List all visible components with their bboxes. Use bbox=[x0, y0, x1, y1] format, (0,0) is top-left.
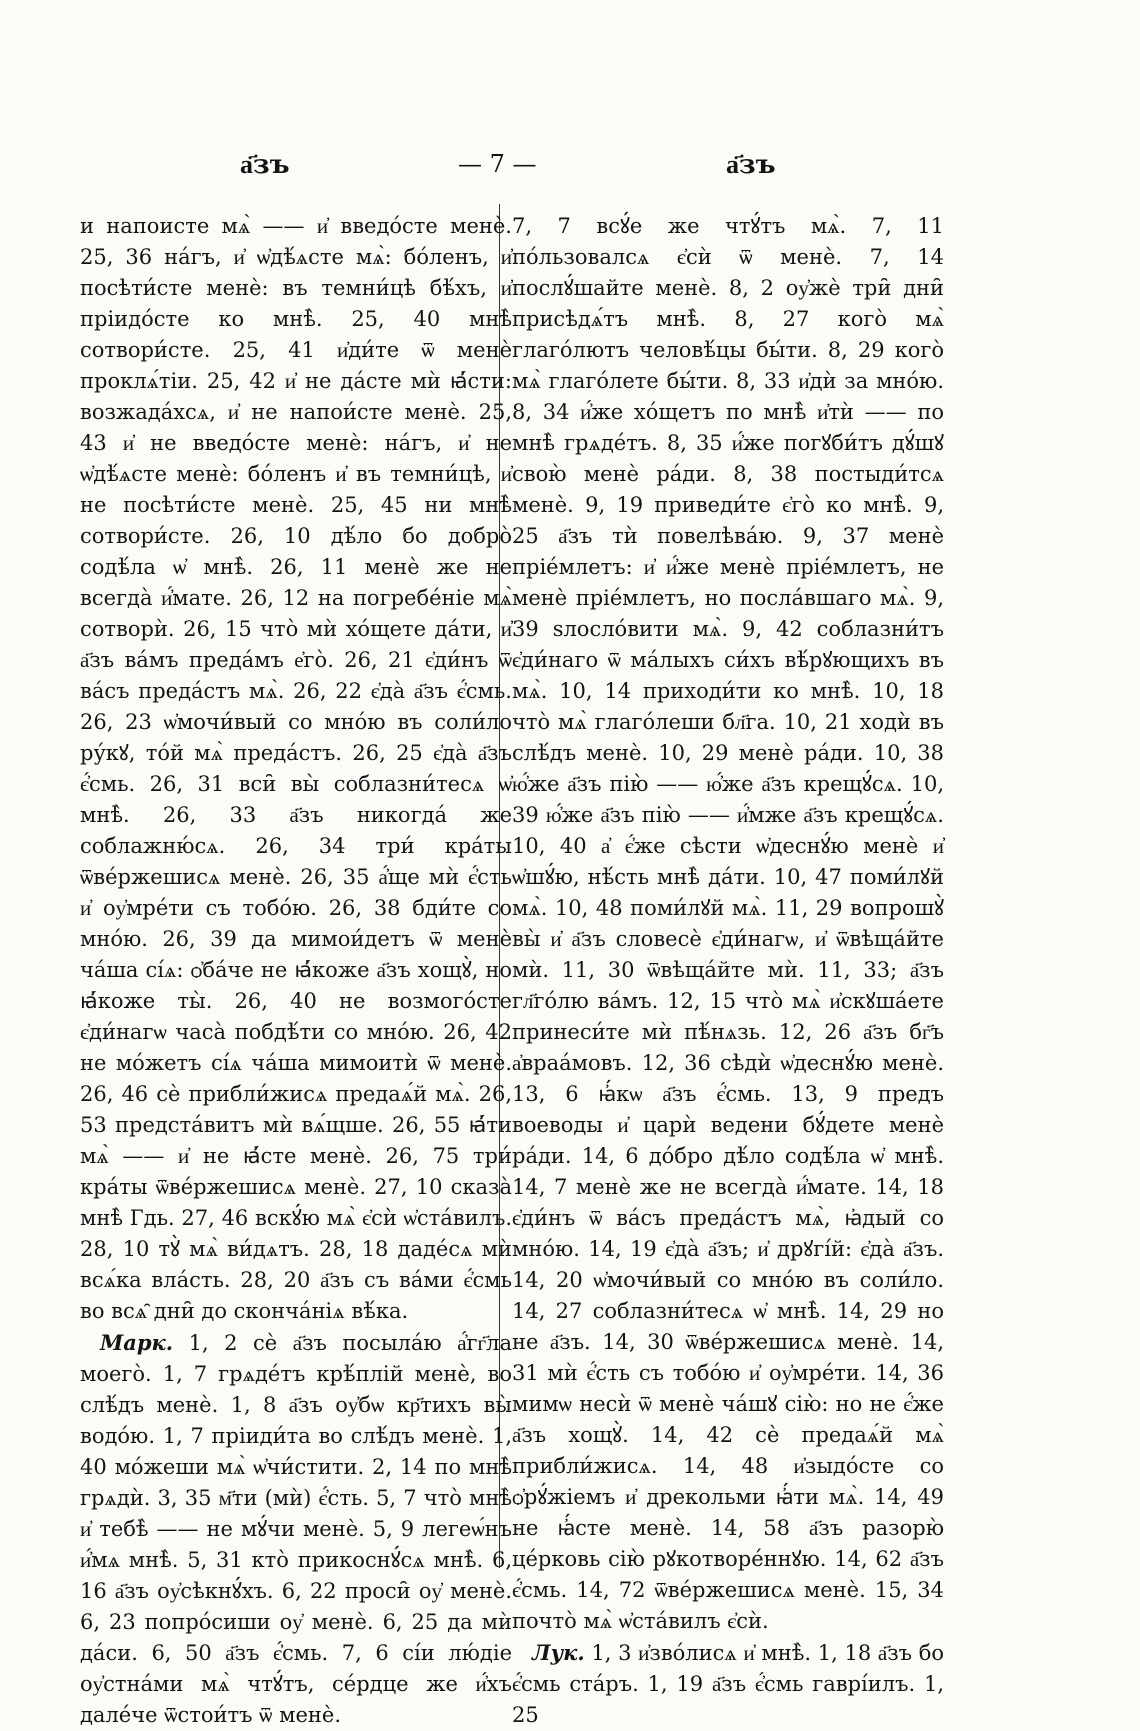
book-abbreviation: Лук. bbox=[532, 1640, 585, 1665]
page-number: — 7 — bbox=[458, 150, 537, 178]
page-header bbox=[0, 150, 1140, 190]
right-column bbox=[512, 210, 944, 1727]
paragraph-text: 1, 3 и҆зво́лисѧ и҆ мнѣ̀. 1, 18 а҃зъ бо є҆́смь ста́ръ. 1, 19 а҃зъ є҆́смь гаврі́илъ. 1, 25 bbox=[512, 1641, 944, 1727]
paragraph-text: 7, 7 всꙋ́е же чтꙋ́тъ мѧ̀. 7, 11 по́льзовалсѧ є҆сѝ ѿ менѐ. 7, 14 послꙋ́шайте менѐ. 8, 2 оу҆жѐ три̑ дни̑ присѣдѧ́тъ мнѣ̀. 8, 27 кого̀ мѧ̀ глаго́лютъ человѣ́цы бы́ти. 8, 29 кого̀ мѧ̀ глаго́лете бы́ти. 8, 33 и҆дѝ за мно́ю. 8, 34 и҆́же хо́щетъ по мнѣ̀ и҆тѝ —— по мнѣ̀ грѧде́тъ. 8, 35 и҆́же погꙋби́тъ дꙋ́шꙋ свою̀ менѐ ра́ди. 8, 38 постыди́тсѧ менѐ. 9, 19 приведи́те є҆го̀ ко мнѣ̀. 9, 25 а҃зъ тѝ повелѣва́ю. 9, 37 менѐ пріе́млетъ: и҆ и҆́же менѐ пріе́млетъ, не менѐ пріе́млетъ, но посла́вшаго мѧ̀. 9, 39 ѕлосло́вити мѧ̀. 9, 42 соблазни́тъ є҆ди́наго ѿ ма́лыхъ си́хъ вѣ́рꙋющихъ въ мѧ̀. 10, 14 приходи́ти ко мнѣ̀. 10, 18 что̀ мѧ̀ глаго́леши бл҃га. 10, 21 ходѝ въ слѣ́дъ менѐ. 10, 29 менѐ ра́ди. 10, 38 ю҆́же а҃зъ пію̀ —— ю҆́же а҃зъ крещꙋ́сѧ. 10, 39 ю҆́же а҃зъ пію̀ —— и҆́мже а҃зъ крещꙋ́сѧ. 10, 40 а҆ є҆́же сѣсти ѡ҆деснꙋ́ю менѐ и҆ ѡ҆шꙋ́ю, нѣ́сть мнѣ̀ да́ти. 10, 47 поми́лꙋй мѧ̀. 10, 48 поми́лꙋй мѧ̀. 11, 29 вопрошꙋ̀ вы̀ и҆ а҃зъ словесѐ є҆ди́нагѡ, и҆ ѿвѣща́йте мѝ. 11, 30 ѿвѣща́йте мѝ. 11, 33; а҃зъ гл҃го́лю ва́мъ. 12, 15 что̀ мѧ̀ и҆скꙋша́ете принеси́те мѝ пѣ́нѧзь. 12, 26 а҃зъ бг҃ъ а҆враа́мовъ. 12, 36 сѣдѝ ѡ҆деснꙋ́ю менѐ. 13, 6 ꙗ҆́кѡ а҃зъ є҆́смь. 13, 9 предъ воеводы и҆ царѝ ведени бꙋ́дете менѐ ра́ди. 14, 6 до́бро дѣ́ло содѣ́ла ѡ҆ мнѣ̀. 14, 7 менѐ же не всегда̀ и҆́мате. 14, 18 є҆ди́нъ ѿ ва́съ преда́стъ мѧ̀, ꙗ҆дый со мно́ю. 14, 19 є҆да̀ а҃зъ; и҆ дрꙋгі́й: є҆да̀ а҃зъ. 14, 20 ѡ҆мочи́вый со мно́ю въ соли́ло. 14, 27 соблазни́тесѧ ѡ҆ мнѣ̀. 14, 29 но не а҃зъ. 14, 30 ѿве́ржешисѧ менѐ. 14, 31 мѝ є҆́сть съ тобо́ю и҆ оу҆мре́ти. 14, 36 мимѡ несѝ ѿ менѐ ча́шꙋ сію̀: но не є҆́же а҃зъ хощꙋ̀. 14, 42 сѐ предаѧ́й мѧ̀ прибли́жисѧ. 14, 48 и҆зыдо́сте со ѻ҆рꙋ́жіемъ и҆ дрекольми ꙗ҆́ти мѧ̀. 14, 49 не ꙗ҆́сте менѐ. 14, 58 а҃зъ разорю̀ це́рковь сію̀ рꙋкотворе́ннꙋю. 14, 62 а҃зъ є҆́смь. 14, 72 ѿве́ржешисѧ менѐ. 15, 34 почто̀ мѧ̀ ѡ҆ста́вилъ є҆сѝ. bbox=[512, 214, 944, 1633]
paragraph-text: 1, 2 сѐ а҃зъ посыла́ю а҆́гг҃ла моего̀. 1, 7 грѧде́тъ крѣ́плій менѐ, во слѣ́дъ менѐ. 1, 8 а҃зъ оу҆бѡ кр҃тихъ вы̀ водо́ю. 1, 7 пріиди́та во слѣ́дъ менѐ. 1, 40 мо́жеши мѧ̀ ѡ҆чи́стити. 2, 14 по мнѣ̀ грѧдѝ. 3, 35 м҃ти (мѝ) є҆́сть. 5, 7 что̀ мнѣ̀ и҆ тебѣ̀ —— не мꙋ́чи менѐ. 5, 9 легеѡ́нъ и҆́мѧ мнѣ̀. 5, 31 кто̀ прикоснꙋ́сѧ мнѣ̀. 6, 16 а҃зъ оу҆сѣкнꙋ́хъ. 6, 22 проси̑ оу҆ менѐ. 6, 23 попро́сиши оу҆ менѐ. 6, 25 да мѝ да́си. 6, 50 а҃зъ є҆́смь. 7, 6 сі́и лю́діе оу҆стна́ми мѧ̀ чтꙋ́тъ, се́рдце же и҆́хъ дале́че ѿстои́тъ ѿ менѐ. bbox=[80, 1331, 512, 1727]
paragraph-text: и напоисте мѧ̀ —— и҆ введо́сте менѐ. 25, 36 на́гъ, и҆ ѡ҆дѣ́ѧсте мѧ̀: бо́ленъ, и҆ посѣти́сте менѐ: въ темни́цѣ бѣ́хъ, и҆ пріидо́сте ко мнѣ̀. 25, 40 мнѣ̀ сотвори́сте. 25, 41 и҆ди́те ѿ менѐ проклѧ́тіи. 25, 42 и҆ не да́сте мѝ ꙗ҆́сти: возжада́хсѧ, и҆ не напои́сте менѐ. 25, 43 и҆ не введо́сте менѐ: на́гъ, и҆ не ѡ҆дѣ́ѧсте менѐ: бо́ленъ и҆ въ темни́цѣ, и҆ не посѣти́сте менѐ. 25, 45 ни мнѣ̀ сотвори́сте. 26, 10 дѣ́ло бо добро̀ содѣ́ла ѡ҆ мнѣ̀. 26, 11 менѐ же не всегда̀ и҆́мате. 26, 12 на погребе́ніе мѧ̀ сотворѝ. 26, 15 что̀ мѝ хо́щете да́ти, и҆ а҃зъ ва́мъ преда́мъ е҆го̀. 26, 21 є҆ди́нъ ѿ ва́съ преда́стъ мѧ̀. 26, 22 є҆да̀ а҃зъ є҆́смь. 26, 23 ѡ҆мочи́вый со мно́ю въ соли́ло ру́кꙋ, то́й мѧ̀ преда́стъ. 26, 25 є҆да̀ а҃зъ є҆́смь. 26, 31 вси̑ вы̀ соблазни́тесѧ ѡ҆ мнѣ̀. 26, 33 а҃зъ никогда́ же соблажню́сѧ. 26, 34 три́ кра́ты ѿве́ржешисѧ менѐ. 26, 35 а҆́ще мѝ є҆́сть и҆ оу҆мре́ти съ тобо́ю. 26, 38 бди́те со мно́ю. 26, 39 да мимои́детъ ѿ менѐ ча́ша сі́ѧ: ѻ҆ба́че не ꙗ҆́коже а҃зъ хощꙋ̀, но ꙗ҆́коже ты̀. 26, 40 не возмого́сте є҆ди́нагѡ часа̀ побдѣ́ти со мно́ю. 26, 42 не мо́жетъ сі́ѧ ча́ша мимоитѝ ѿ менѐ. 26, 46 сѐ прибли́жисѧ предаѧ́й мѧ̀. 26, 53 предста́витъ мѝ вѧ́щше. 26, 55 ꙗ҆́ти мѧ̀ —— и҆ не ꙗ҆́сте менѐ. 26, 75 три́ кра́ты ѿве́ржешисѧ менѐ. 27, 10 сказа̀ мнѣ̀ Гдь. 27, 46 вскꙋ́ю мѧ̀ є҆сѝ ѡ҆ста́вилъ. 28, 10 тꙋ̀ мѧ̀ ви́дѧтъ. 28, 18 даде́сѧ мѝ всѧ́ка вла́сть. 28, 20 а҃зъ съ ва́ми є҆́смь во всѧ̑ дни̑ до сконча́ніѧ вѣ́ка. bbox=[80, 214, 512, 1323]
paragraph bbox=[80, 210, 512, 1327]
paragraph bbox=[80, 1327, 512, 1731]
header-right-keyword: а҃зъ bbox=[726, 150, 776, 180]
left-column bbox=[80, 210, 512, 1727]
paragraph bbox=[512, 1637, 944, 1731]
book-abbreviation: Марк. bbox=[100, 1330, 174, 1355]
header-left-keyword: а҃зъ bbox=[240, 150, 290, 180]
paragraph bbox=[512, 210, 944, 1637]
